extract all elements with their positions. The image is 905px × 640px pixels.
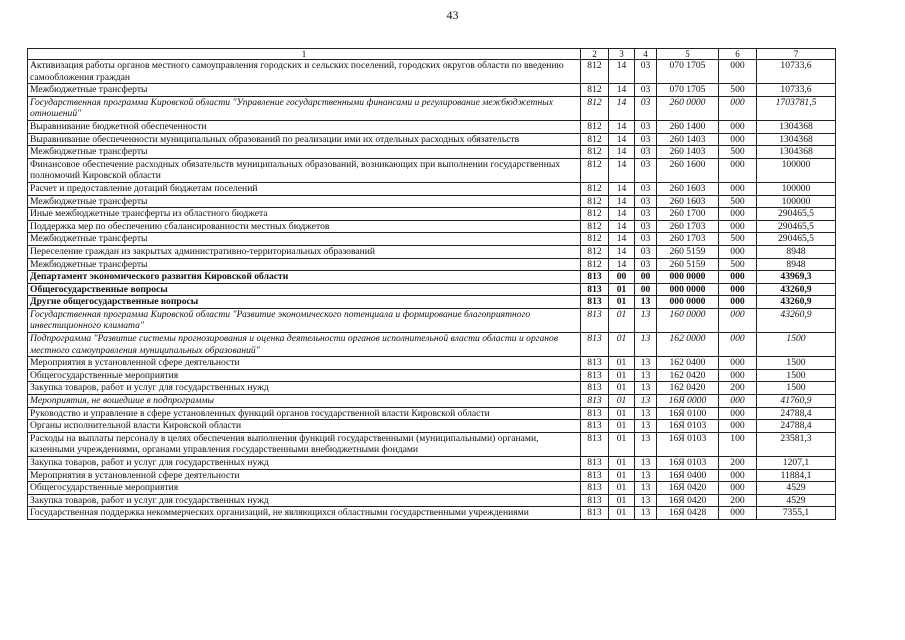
gr-code: 812 [581,182,609,195]
section-code: 14 [609,195,635,208]
target-article-code: 162 0420 [657,369,719,382]
expense-type-code: 000 [719,220,757,233]
section-code: 14 [609,96,635,120]
gr-code: 812 [581,60,609,84]
expense-type-code: 000 [719,60,757,84]
target-article-code: 260 1600 [657,158,719,182]
row-description: Общегосударственные мероприятия [28,482,581,495]
section-code: 14 [609,258,635,271]
amount: 11884,1 [757,469,836,482]
section-code: 01 [609,296,635,309]
row-description: Поддержка мер по обеспечению сбалансированности местных бюджетов [28,220,581,233]
expense-type-code: 200 [719,457,757,470]
section-code: 14 [609,133,635,146]
section-code: 01 [609,382,635,395]
section-code: 14 [609,146,635,159]
section-code: 14 [609,60,635,84]
gr-code: 813 [581,369,609,382]
table-row [28,60,836,84]
expense-type-code: 100 [719,432,757,456]
target-article-code: 260 5159 [657,245,719,258]
gr-code: 813 [581,333,609,357]
subsection-code: 13 [635,432,657,456]
amount: 1207,1 [757,457,836,470]
amount: 43260,9 [757,308,836,332]
subsection-code: 00 [635,283,657,296]
target-article-code: 260 1403 [657,146,719,159]
row-description: Государственная программа Кировской области "Развитие экономического потенциала и формирование благоприятного инвестиционного климата" [28,308,581,332]
target-article-code: 000 0000 [657,283,719,296]
section-code: 14 [609,245,635,258]
expense-type-code: 000 [719,208,757,221]
subsection-code: 00 [635,271,657,284]
subsection-code: 13 [635,469,657,482]
expense-type-code: 000 [719,420,757,433]
table-header-row [28,49,836,60]
section-code: 14 [609,158,635,182]
amount: 1703781,5 [757,96,836,120]
row-description: Закупка товаров, работ и услуг для государственных нужд [28,382,581,395]
section-code: 01 [609,308,635,332]
target-article-code: 16Я 0100 [657,407,719,420]
section-code: 01 [609,482,635,495]
subsection-code: 13 [635,395,657,408]
target-article-code: 070 1705 [657,84,719,97]
target-article-code: 070 1705 [657,60,719,84]
gr-code: 813 [581,382,609,395]
section-code: 01 [609,457,635,470]
table-row [28,271,836,284]
amount: 1500 [757,382,836,395]
subsection-code: 13 [635,407,657,420]
target-article-code: 260 0000 [657,96,719,120]
section-code: 01 [609,395,635,408]
amount: 24788,4 [757,407,836,420]
gr-code: 813 [581,283,609,296]
subsection-code: 13 [635,308,657,332]
amount: 100000 [757,195,836,208]
expense-type-code: 000 [719,133,757,146]
expense-type-code: 200 [719,382,757,395]
row-description: Межбюджетные трансферты [28,195,581,208]
amount: 1304368 [757,120,836,133]
gr-code: 812 [581,133,609,146]
subsection-code: 03 [635,60,657,84]
expense-type-code: 500 [719,146,757,159]
table-row [28,308,836,332]
expense-type-code: 500 [719,258,757,271]
gr-code: 813 [581,308,609,332]
target-article-code: 260 1700 [657,208,719,221]
expense-type-code: 000 [719,407,757,420]
amount: 24788,4 [757,420,836,433]
row-description: Закупка товаров, работ и услуг для государственных нужд [28,457,581,470]
table-row [28,220,836,233]
subsection-code: 03 [635,120,657,133]
section-code: 14 [609,233,635,246]
table-row [28,333,836,357]
table-row [28,432,836,456]
table-row [28,482,836,495]
table-row [28,195,836,208]
gr-code: 813 [581,271,609,284]
expense-type-code: 000 [719,158,757,182]
subsection-code: 13 [635,494,657,507]
target-article-code: 16Я 0000 [657,395,719,408]
target-article-code: 260 5159 [657,258,719,271]
expense-type-code: 000 [719,357,757,370]
gr-code: 813 [581,296,609,309]
amount: 41760,9 [757,395,836,408]
gr-code: 813 [581,407,609,420]
row-description: Межбюджетные трансферты [28,233,581,246]
section-code: 01 [609,507,635,520]
gr-code: 812 [581,195,609,208]
gr-code: 813 [581,395,609,408]
amount: 10733,6 [757,84,836,97]
amount: 290465,5 [757,208,836,221]
expense-type-code: 000 [719,469,757,482]
subsection-code: 03 [635,133,657,146]
section-code: 01 [609,407,635,420]
amount: 290465,5 [757,220,836,233]
row-description: Иные межбюджетные трансферты из областного бюджета [28,208,581,221]
row-description: Межбюджетные трансферты [28,84,581,97]
gr-code: 813 [581,482,609,495]
row-description: Межбюджетные трансферты [28,146,581,159]
subsection-code: 03 [635,182,657,195]
table-row [28,469,836,482]
section-code: 01 [609,357,635,370]
row-description: Общегосударственные мероприятия [28,369,581,382]
row-description: Расчет и предоставление дотаций бюджетам поселений [28,182,581,195]
expense-type-code: 000 [719,296,757,309]
subsection-code: 03 [635,208,657,221]
table-row [28,146,836,159]
table-row [28,395,836,408]
table-row [28,96,836,120]
gr-code: 812 [581,120,609,133]
row-description: Выравнивание обеспеченности муниципальных образований по реализации ими их отдельных расходных обязательств [28,133,581,146]
expense-type-code: 500 [719,195,757,208]
section-code: 14 [609,208,635,221]
expense-type-code: 000 [719,369,757,382]
expense-type-code: 000 [719,482,757,495]
amount: 23581,3 [757,432,836,456]
amount: 290465,5 [757,233,836,246]
amount: 43260,9 [757,283,836,296]
target-article-code: 000 0000 [657,296,719,309]
section-code: 14 [609,84,635,97]
subsection-code: 03 [635,233,657,246]
row-description: Расходы на выплаты персоналу в целях обеспечения выполнения функций государственными (муниципальными) органами, казенными учреждениями, органами управления государственными внебюджетными фондами [28,432,581,456]
section-code: 01 [609,494,635,507]
section-code: 01 [609,432,635,456]
row-description: Органы исполнительной власти Кировской области [28,420,581,433]
row-description: Мероприятия в установленной сфере деятельности [28,357,581,370]
target-article-code: 162 0000 [657,333,719,357]
table-row [28,208,836,221]
section-code: 14 [609,120,635,133]
expense-type-code: 000 [719,333,757,357]
table-row [28,84,836,97]
row-description: Подпрограмма "Развитие системы прогнозирования и оценка деятельности органов исполнительной власти области и органов местного самоуправления муниципальных образований" [28,333,581,357]
table-row [28,382,836,395]
row-description: Мероприятия в установленной сфере деятельности [28,469,581,482]
row-description: Общегосударственные вопросы [28,283,581,296]
table-row [28,457,836,470]
target-article-code: 000 0000 [657,271,719,284]
table-row [28,133,836,146]
target-article-code: 260 1703 [657,220,719,233]
column-header: 2 [581,49,609,60]
amount: 100000 [757,158,836,182]
table-row [28,507,836,520]
subsection-code: 03 [635,84,657,97]
column-header: 1 [28,49,581,60]
amount: 100000 [757,182,836,195]
expense-type-code: 000 [719,120,757,133]
table-row [28,245,836,258]
subsection-code: 03 [635,146,657,159]
column-header: 4 [635,49,657,60]
column-header: 5 [657,49,719,60]
page-number: 43 [446,8,459,22]
gr-code: 812 [581,84,609,97]
subsection-code: 03 [635,258,657,271]
section-code: 01 [609,420,635,433]
table-row [28,420,836,433]
target-article-code: 260 1403 [657,133,719,146]
expense-type-code: 500 [719,233,757,246]
gr-code: 813 [581,357,609,370]
column-header: 3 [609,49,635,60]
section-code: 01 [609,369,635,382]
gr-code: 812 [581,245,609,258]
expense-type-code: 000 [719,507,757,520]
budget-table [27,48,836,520]
gr-code: 812 [581,96,609,120]
row-description: Государственная программа Кировской области "Управление государственными финансами и регулирование межбюджетных отношений" [28,96,581,120]
amount: 1500 [757,369,836,382]
target-article-code: 16Я 0103 [657,420,719,433]
expense-type-code: 000 [719,308,757,332]
subsection-code: 03 [635,220,657,233]
gr-code: 813 [581,494,609,507]
section-code: 14 [609,220,635,233]
subsection-code: 03 [635,195,657,208]
amount: 1500 [757,357,836,370]
table-row [28,296,836,309]
gr-code: 813 [581,507,609,520]
gr-code: 812 [581,220,609,233]
subsection-code: 13 [635,507,657,520]
subsection-code: 13 [635,369,657,382]
row-description: Закупка товаров, работ и услуг для государственных нужд [28,494,581,507]
row-description: Финансовое обеспечение расходных обязательств муниципальных образований, возникающих при выполнении государственных полномочий Кировской области [28,158,581,182]
gr-code: 812 [581,158,609,182]
table-row [28,233,836,246]
table-row [28,494,836,507]
section-code: 01 [609,283,635,296]
subsection-code: 13 [635,357,657,370]
section-code: 01 [609,469,635,482]
target-article-code: 16Я 0103 [657,432,719,456]
subsection-code: 13 [635,482,657,495]
amount: 43260,9 [757,296,836,309]
row-description: Департамент экономического развития Кировской области [28,271,581,284]
target-article-code: 16Я 0420 [657,482,719,495]
row-description: Другие общегосударственные вопросы [28,296,581,309]
gr-code: 812 [581,233,609,246]
gr-code: 812 [581,258,609,271]
expense-type-code: 000 [719,395,757,408]
target-article-code: 162 0400 [657,357,719,370]
target-article-code: 260 1603 [657,182,719,195]
row-description: Переселение граждан из закрытых административно-территориальных образований [28,245,581,258]
gr-code: 813 [581,432,609,456]
target-article-code: 16Я 0428 [657,507,719,520]
target-article-code: 16Я 0103 [657,457,719,470]
amount: 1304368 [757,146,836,159]
amount: 4529 [757,482,836,495]
gr-code: 813 [581,420,609,433]
row-description: Активизация работы органов местного самоуправления городских и сельских поселений, городских округов области по введению самообложения граждан [28,60,581,84]
column-header: 7 [757,49,836,60]
target-article-code: 260 1703 [657,233,719,246]
row-description: Межбюджетные трансферты [28,258,581,271]
amount: 4529 [757,494,836,507]
expense-type-code: 000 [719,96,757,120]
table-row [28,407,836,420]
subsection-code: 13 [635,382,657,395]
amount: 1304368 [757,133,836,146]
column-header: 6 [719,49,757,60]
target-article-code: 162 0420 [657,382,719,395]
table-row [28,158,836,182]
expense-type-code: 000 [719,271,757,284]
subsection-code: 13 [635,296,657,309]
amount: 43969,3 [757,271,836,284]
amount: 7355,1 [757,507,836,520]
table-row [28,258,836,271]
subsection-code: 03 [635,245,657,258]
gr-code: 813 [581,457,609,470]
target-article-code: 260 1603 [657,195,719,208]
table-row [28,182,836,195]
target-article-code: 16Я 0400 [657,469,719,482]
amount: 10733,6 [757,60,836,84]
table-body [28,60,836,520]
subsection-code: 13 [635,420,657,433]
subsection-code: 13 [635,457,657,470]
row-description: Мероприятия, не вошедшие в подпрограммы [28,395,581,408]
row-description: Выравнивание бюджетной обеспеченности [28,120,581,133]
gr-code: 813 [581,469,609,482]
expense-type-code: 200 [719,494,757,507]
table-row [28,357,836,370]
subsection-code: 13 [635,333,657,357]
gr-code: 812 [581,208,609,221]
section-code: 01 [609,333,635,357]
target-article-code: 16Я 0420 [657,494,719,507]
section-code: 00 [609,271,635,284]
subsection-code: 03 [635,96,657,120]
section-code: 14 [609,182,635,195]
expense-type-code: 000 [719,283,757,296]
gr-code: 812 [581,146,609,159]
amount: 8948 [757,258,836,271]
expense-type-code: 000 [719,245,757,258]
amount: 8948 [757,245,836,258]
subsection-code: 03 [635,158,657,182]
target-article-code: 160 0000 [657,308,719,332]
expense-type-code: 000 [719,182,757,195]
expense-type-code: 500 [719,84,757,97]
target-article-code: 260 1400 [657,120,719,133]
table-row [28,283,836,296]
amount: 1500 [757,333,836,357]
table-row [28,369,836,382]
row-description: Государственная поддержка некоммерческих организаций, не являющихся областными государственными учреждениями [28,507,581,520]
row-description: Руководство и управление в сфере установленных функций органов государственной власти Кировской области [28,407,581,420]
table-row [28,120,836,133]
